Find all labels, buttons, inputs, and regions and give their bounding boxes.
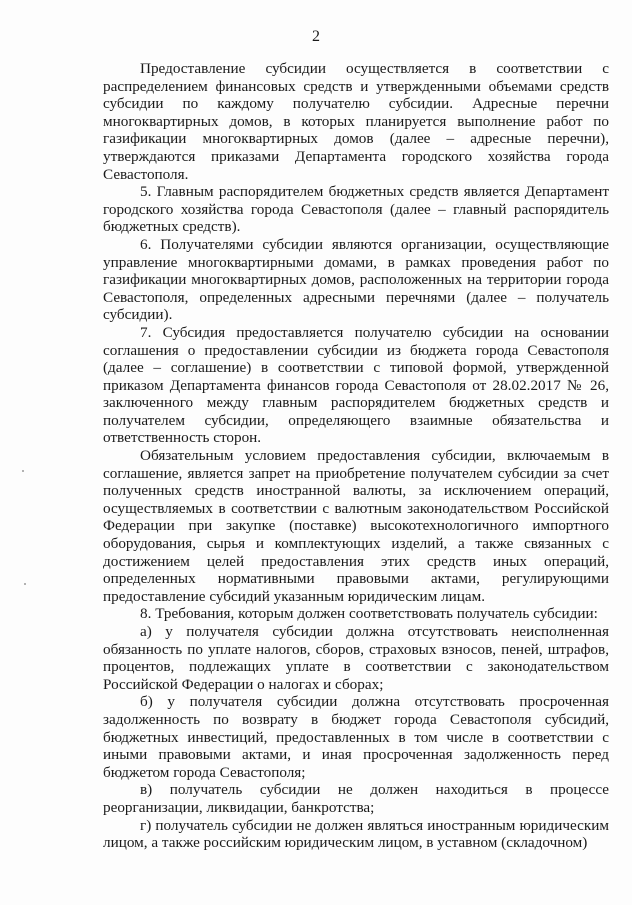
paragraph-item-5: 5. Главным распорядителем бюджетных средств является Департамент городского хозяйства города Севастополя (далее – главный распорядитель бюджетных средств). xyxy=(103,183,609,236)
paragraph-mandatory-condition: Обязательным условием предоставления субсидии, включаемым в соглашение, является запрет на приобретение получателем субсидии за счет полученных средств иностранной валюты, за исключением операций, осуществляемых в соответствии с валютным законодательством Российской Федерации при закупке (поставке) высокотехнологичного импортного оборудования, сырья и комплектующих изделий, а также связанных с достижением целей предоставления этих средств иных операций, определенных нормативными правовыми актами, регулирующими предоставление субсидий указанным юридическим лицам. xyxy=(103,447,609,605)
scan-speck xyxy=(24,583,26,585)
document-body xyxy=(103,60,609,852)
paragraph-item-8: 8. Требования, которым должен соответствовать получатель субсидии: xyxy=(140,605,598,623)
paragraph-item-8a: а) у получателя субсидии должна отсутствовать неисполненная обязанность по уплате налогов, сборов, страховых взносов, пеней, штрафов, процентов, подлежащих уплате в соответствии с законодательством Российской Федерации о налогах и сборах; xyxy=(103,623,609,693)
paragraph-subsidy-provision: Предоставление субсидии осуществляется в соответствии с распределением финансовых средств и утвержденными объемами средств субсидии по каждому получателю субсидии. Адресные перечни многоквартирных домов, в которых планируется выполнение работ по газификации многоквартирных домов (далее – адресные перечни), утверждаются приказами Департамента городского хозяйства города Севастополя. xyxy=(103,60,609,183)
paragraph-item-8b: б) у получателя субсидии должна отсутствовать просроченная задолженность по возврату в бюджет города Севастополя субсидий, бюджетных инвестиций, предоставленных в том числе в соответствии с иными правовыми актами, и иная просроченная задолженность перед бюджетом города Севастополя; xyxy=(103,693,609,781)
paragraph-item-7: 7. Субсидия предоставляется получателю субсидии на основании соглашения о предоставлении субсидии из бюджета города Севастополя (далее – соглашение) в соответствии с типовой формой, утвержденной приказом Департамента финансов города Севастополя от 28.02.2017 № 26, заключенного между главным распорядителем бюджетных средств и получателем субсидии, определяющего взаимные обязательства и ответственность сторон. xyxy=(103,323,609,447)
scan-speck xyxy=(22,470,24,472)
paragraph-item-6: 6. Получателями субсидии являются организации, осуществляющие управление многоквартирными домами, в рамках проведения работ по газификации многоквартирных домов, расположенных на территории города Севастополя, определенных адресными перечнями (далее – получатель субсидии). xyxy=(103,235,609,324)
page-number: 2 xyxy=(312,28,320,45)
paragraph-item-8g: г) получатель субсидии не должен являться иностранным юридическим лицом, а также российским юридическим лицом, в уставном (складочном) xyxy=(103,816,609,852)
paragraph-item-8v: в) получатель субсидии не должен находиться в процессе реорганизации, ликвидации, банкротства; xyxy=(103,781,609,816)
